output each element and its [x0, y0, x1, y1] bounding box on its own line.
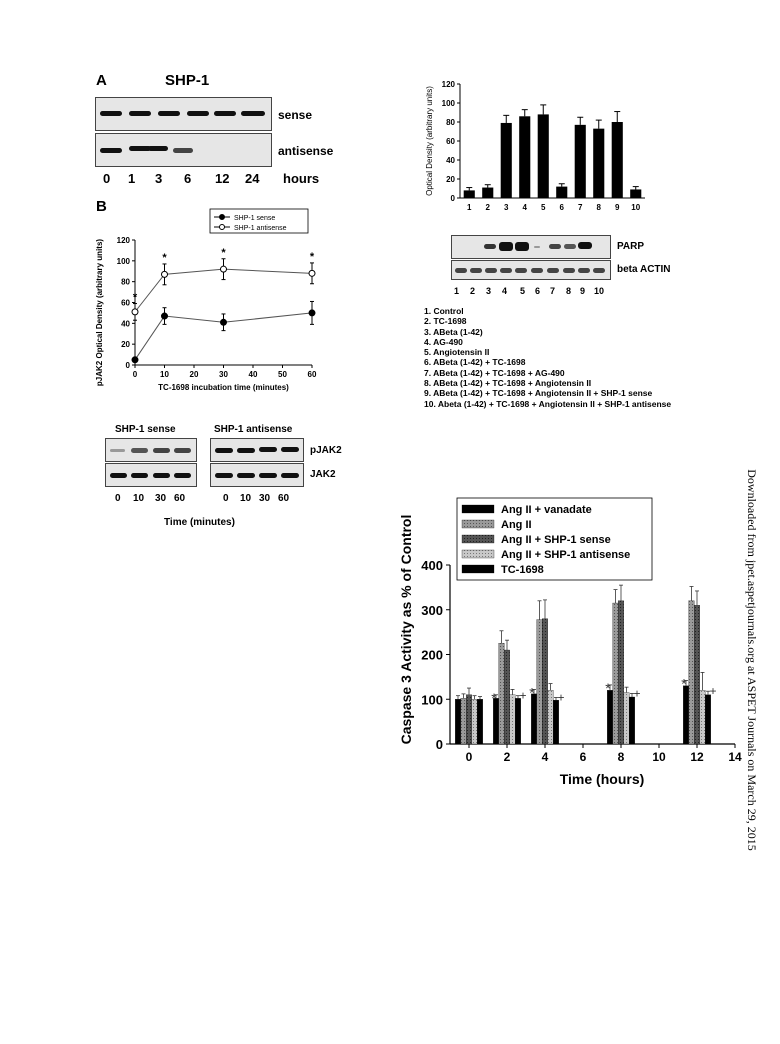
- treatment-item: 4. AG-490: [424, 336, 463, 347]
- x-tick-label: 30: [219, 370, 228, 379]
- panel-b-label: B: [96, 198, 107, 215]
- x-tick-label: 2: [485, 203, 490, 212]
- blot-time: 30: [259, 493, 271, 504]
- y-tick-label: 60: [446, 137, 455, 146]
- antisense-blot: [95, 133, 272, 167]
- legend-label: Ang II + vanadate: [501, 504, 592, 516]
- timepoint: 0: [103, 171, 111, 186]
- x-tick-label: 4: [522, 203, 527, 212]
- blot-time: 60: [174, 493, 186, 504]
- bar: [464, 190, 475, 198]
- bar: [455, 699, 461, 744]
- data-point: [221, 266, 227, 272]
- y-tick-label: 100: [441, 99, 455, 108]
- data-point: [162, 313, 168, 319]
- bar: [575, 125, 586, 198]
- panel-a-title: SHP-1: [165, 72, 210, 89]
- x-tick-label: 6: [559, 203, 564, 212]
- y-tick-label: 120: [441, 80, 455, 89]
- blot-time: 0: [115, 493, 121, 504]
- x-axis-title: Time (hours): [559, 771, 645, 787]
- x-tick-label: 60: [307, 370, 317, 379]
- x-tick-label: 4: [541, 750, 549, 764]
- bar: [613, 603, 619, 744]
- legend-swatch: [462, 520, 494, 528]
- x-tick-label: 40: [248, 370, 258, 379]
- treatment-item: 7. ABeta (1-42) + TC-1698 + AG-490: [424, 367, 565, 378]
- bar: [501, 123, 512, 198]
- significance-plus: +: [519, 688, 527, 703]
- x-tick-label: 10: [652, 750, 666, 764]
- bar: [624, 693, 630, 744]
- x-tick-label: 9: [615, 203, 620, 212]
- y-tick-label: 0: [435, 737, 443, 752]
- sense-blot: [95, 97, 272, 131]
- pjak2-band-label: pJAK2: [310, 445, 342, 456]
- bar: [542, 619, 548, 744]
- bar: [499, 643, 505, 744]
- bar: [700, 690, 706, 744]
- x-tick-label: 0: [132, 370, 138, 379]
- bar: [482, 188, 493, 198]
- parp-blot: [451, 235, 611, 259]
- bar: [537, 620, 543, 744]
- bar: [689, 601, 695, 744]
- bar: [556, 187, 567, 198]
- bar: [531, 694, 537, 744]
- legend-label: Ang II: [501, 519, 532, 531]
- data-point: [132, 357, 138, 363]
- bar: [694, 605, 700, 744]
- sense-row-label: sense: [278, 108, 313, 122]
- pjak2-line-chart: [90, 205, 330, 395]
- parp-label: PARP: [617, 241, 645, 252]
- significance-plus: +: [557, 690, 565, 705]
- treatment-item: 10. Abeta (1-42) + TC-1698 + Angiotensin II + SHP-1 antisense: [424, 398, 672, 409]
- bar: [472, 699, 478, 744]
- data-point: [132, 309, 138, 315]
- y-tick-label: 40: [446, 156, 455, 165]
- lane-number: 10: [594, 286, 605, 296]
- lane-number: 2: [470, 286, 476, 296]
- bar: [618, 601, 624, 744]
- legend-swatch: [462, 550, 494, 558]
- significance-mark: *: [221, 246, 226, 259]
- beta-actin-label: beta ACTIN: [617, 264, 671, 275]
- treatment-item: 6. ABeta (1-42) + TC-1698: [424, 357, 526, 368]
- y-axis-title: pJAK2 Optical Density (arbitrary units): [95, 238, 104, 387]
- x-tick-label: 5: [541, 203, 546, 212]
- legend-swatch: [462, 535, 494, 543]
- significance-star: *: [529, 684, 535, 701]
- data-point: [221, 319, 227, 325]
- bar: [548, 690, 554, 744]
- timepoint: 12: [215, 171, 230, 186]
- lane-number: 9: [580, 286, 586, 296]
- significance-mark: *: [162, 251, 167, 264]
- x-tick-label: 20: [189, 370, 199, 379]
- blot-time: 30: [155, 493, 167, 504]
- bar: [504, 650, 510, 744]
- bar: [607, 690, 613, 744]
- y-axis-title: Caspase 3 Activity as % of Control: [398, 514, 414, 745]
- y-tick-label: 100: [116, 256, 130, 266]
- y-tick-label: 80: [121, 277, 130, 287]
- legend-label: SHP-1 sense: [234, 215, 276, 222]
- bar: [515, 698, 521, 744]
- y-tick-label: 300: [421, 602, 443, 618]
- significance-plus: +: [709, 684, 717, 699]
- y-tick-label: 40: [121, 319, 130, 329]
- x-tick-label: 12: [690, 750, 704, 764]
- bar: [461, 698, 467, 744]
- x-tick-label: 7: [578, 203, 583, 212]
- bar: [553, 700, 559, 744]
- legend-marker: [220, 225, 225, 230]
- x-tick-label: 50: [278, 370, 287, 379]
- y-tick-label: 200: [421, 647, 443, 663]
- significance-star: *: [681, 675, 687, 692]
- jak2-antisense-blot: [210, 463, 304, 487]
- legend-label: TC-1698: [501, 564, 544, 576]
- y-tick-label: 0: [125, 361, 130, 370]
- timepoint: 24: [245, 171, 260, 186]
- lane-number: 3: [486, 286, 492, 296]
- x-tick-label: 0: [465, 750, 473, 764]
- beta-actin-blot: [451, 260, 611, 280]
- significance-mark: *: [309, 250, 315, 263]
- y-tick-label: 400: [421, 558, 443, 573]
- bar: [510, 695, 516, 744]
- y-tick-label: 60: [121, 298, 130, 308]
- significance-mark: *: [132, 291, 138, 304]
- data-point: [309, 310, 315, 316]
- bar: [629, 697, 635, 744]
- timepoint: 3: [155, 171, 163, 186]
- legend-marker: [220, 215, 225, 220]
- x-tick-label: 10: [160, 370, 169, 379]
- x-tick-label: 2: [503, 750, 511, 764]
- treatment-item: 1. Control: [424, 306, 464, 316]
- antisense-row-label: antisense: [278, 144, 334, 158]
- legend-label: SHP-1 antisense: [234, 225, 287, 232]
- blot-time: 10: [240, 493, 252, 504]
- pjak2-antisense-blot: [210, 438, 304, 462]
- treatment-item: 8. ABeta (1-42) + TC-1698 + Angiotensin II: [424, 378, 592, 389]
- bar: [519, 116, 530, 198]
- y-tick-label: 0: [450, 194, 455, 203]
- lane-number: 6: [535, 286, 541, 296]
- pjak2-sense-blot: [105, 438, 197, 462]
- optical-density-bar-chart: [420, 70, 650, 220]
- timepoint: 1: [128, 171, 136, 186]
- legend-swatch: [462, 565, 494, 573]
- x-tick-label: 14: [728, 750, 742, 764]
- bar: [466, 695, 472, 744]
- bar: [630, 189, 641, 198]
- lane-number: 7: [550, 286, 556, 296]
- x-tick-label: 3: [504, 203, 509, 212]
- download-watermark: Downloaded from jpet.aspetjournals.org at ASPET Journals on March 29, 2015: [745, 469, 759, 851]
- bar: [683, 686, 689, 744]
- blot-title-antisense: SHP-1 antisense: [214, 424, 293, 435]
- treatment-item: 5. Angiotensin II: [424, 347, 490, 358]
- x-tick-label: 8: [596, 203, 601, 212]
- x-tick-label: 6: [579, 750, 587, 764]
- blot-time-axis-label: Time (minutes): [164, 517, 235, 528]
- x-tick-label: 1: [467, 203, 472, 212]
- panel-a-label: A: [96, 72, 107, 89]
- lane-number: 1: [454, 286, 460, 296]
- lane-number: 5: [520, 286, 526, 296]
- legend-label: Ang II + SHP-1 antisense: [501, 549, 631, 561]
- jak2-sense-blot: [105, 463, 197, 487]
- bar: [538, 114, 549, 198]
- bar: [593, 129, 604, 198]
- lane-number: 8: [566, 286, 572, 296]
- y-tick-label: 20: [446, 175, 455, 184]
- significance-star: *: [605, 679, 611, 696]
- treatment-item: 3. ABeta (1-42): [424, 326, 483, 337]
- hours-label: hours: [283, 171, 320, 186]
- blot-time: 0: [223, 493, 229, 504]
- legend-label: Ang II + SHP-1 sense: [501, 534, 611, 546]
- bar: [705, 695, 711, 744]
- significance-plus: +: [633, 686, 641, 701]
- legend-swatch: [462, 505, 494, 513]
- x-axis-title: TC-1698 incubation time (minutes): [158, 383, 289, 392]
- blot-title-sense: SHP-1 sense: [115, 424, 176, 435]
- caspase3-bar-chart: [395, 490, 745, 800]
- y-tick-label: 100: [421, 692, 443, 708]
- y-tick-label: 20: [121, 340, 130, 350]
- jak2-band-label: JAK2: [310, 469, 336, 480]
- lane-number: 4: [502, 286, 508, 296]
- blot-time: 60: [278, 493, 290, 504]
- blot-time: 10: [133, 493, 145, 504]
- x-tick-label: 8: [617, 750, 625, 764]
- treatment-list: [424, 306, 671, 409]
- bar: [477, 699, 483, 744]
- treatment-item: 2. TC-1698: [424, 316, 467, 327]
- y-tick-label: 80: [446, 118, 455, 127]
- x-tick-label: 10: [631, 203, 641, 212]
- significance-star: *: [491, 689, 497, 706]
- y-tick-label: 120: [116, 236, 130, 245]
- data-point: [162, 271, 168, 277]
- data-point: [309, 270, 315, 276]
- y-axis-title: Optical Density (arbitrary units): [425, 86, 434, 196]
- timepoint: 6: [184, 171, 192, 186]
- bar: [612, 122, 623, 198]
- treatment-item: 9. ABeta (1-42) + TC-1698 + Angiotensin II + SHP-1 sense: [424, 388, 653, 399]
